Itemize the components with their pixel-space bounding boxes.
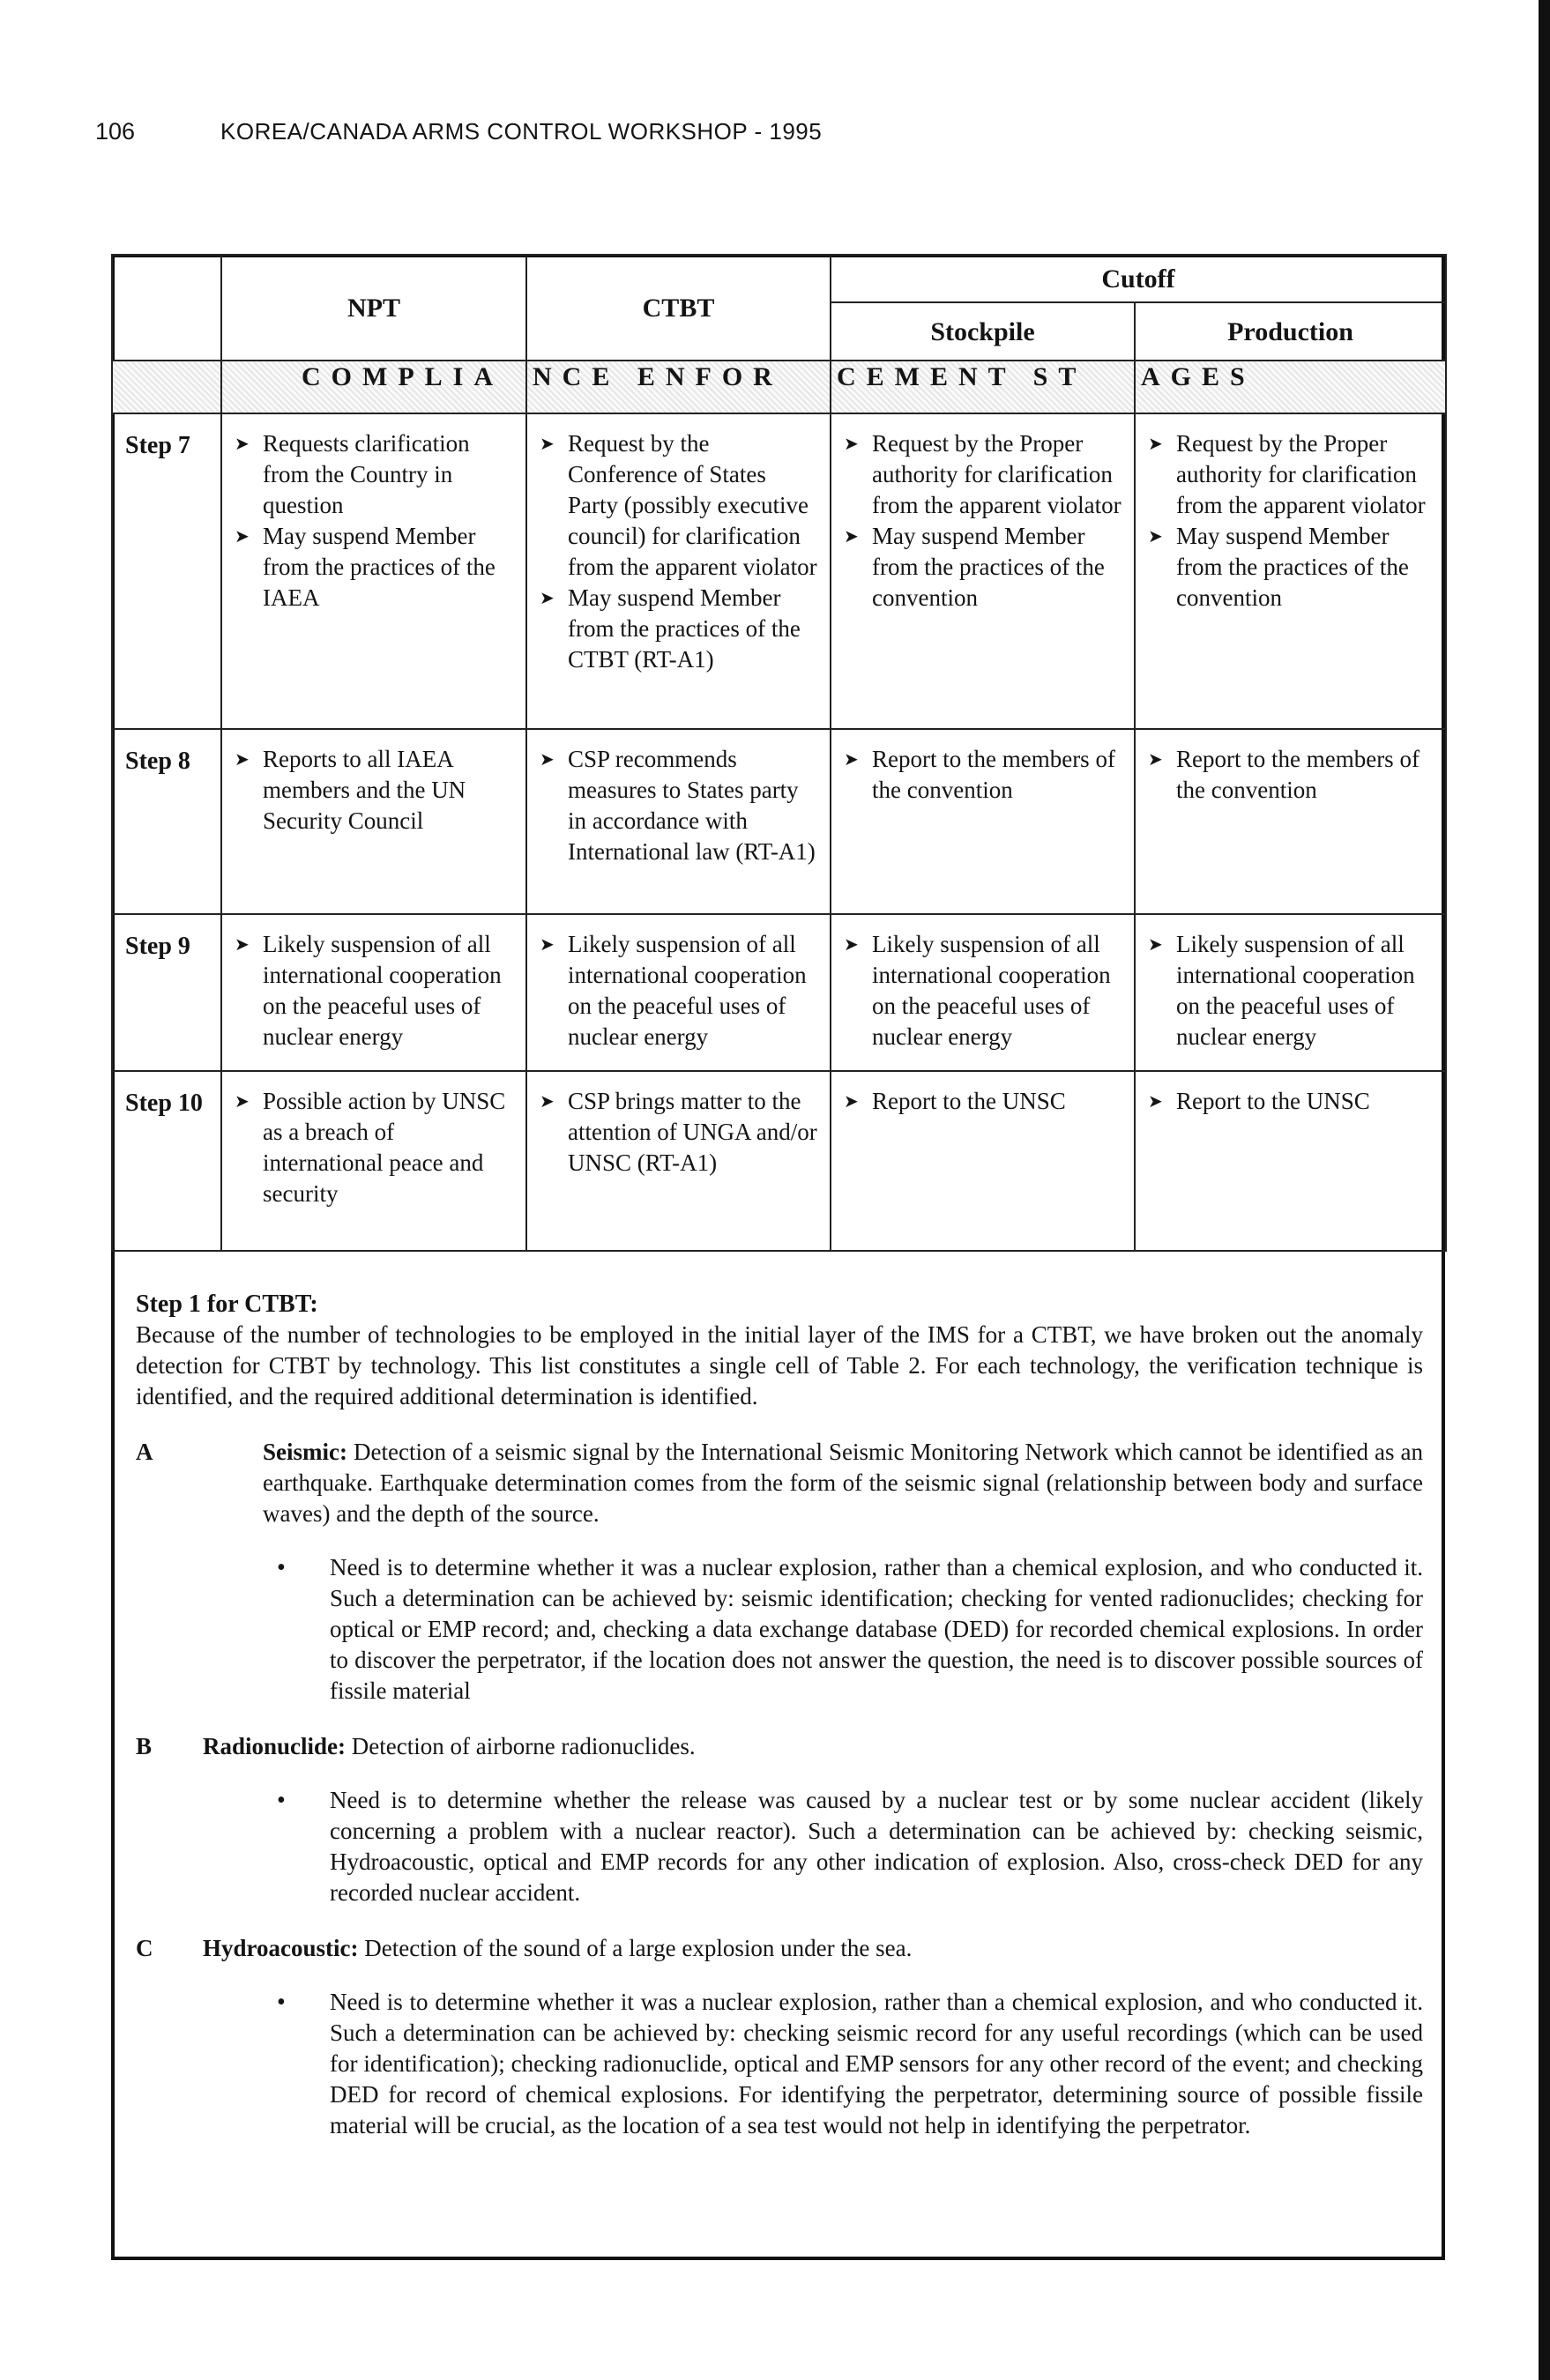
entry-term: Radionuclide: bbox=[203, 1733, 347, 1759]
column-header-stockpile: Stockpile bbox=[831, 302, 1135, 361]
entry-term: Hydroacoustic: bbox=[203, 1935, 359, 1961]
entry-bullet: Need is to determine whether it was a nuclear explosion, rather than a chemical explosion, and who conducted it. Such a determination can be achieved by: seismic identification; checking for vented radionuclides; checking for optical or EMP record; and, checking a data exchange database (DED) for recorded chemical explosions. In order to discover the perpetrator, if the location does not answer the question, the need is to discover possible sources of fissile material bbox=[330, 1554, 1423, 1704]
stages-banner-segment: NCE ENFOR bbox=[533, 362, 783, 391]
entry-letter: B bbox=[136, 1733, 153, 1759]
stages-banner-lead bbox=[112, 361, 221, 413]
list-item: ➤ Request by the Proper authority for clarification from the apparent violator bbox=[838, 428, 1125, 521]
step-label: Step 9 bbox=[112, 914, 221, 1071]
list-item: ➤ Likely suspension of all international cooperation on the peaceful uses of nuclear energy bbox=[229, 929, 517, 1052]
stages-banner-segment: CEMENT ST bbox=[837, 362, 1087, 391]
stages-banner-segment: COMPLIA bbox=[302, 362, 503, 391]
bullet-dot-icon: • bbox=[277, 1787, 286, 1814]
compliance-table bbox=[111, 254, 1447, 1252]
list-item: ➤ Likely suspension of all international cooperation on the peaceful uses of nuclear energy bbox=[838, 929, 1125, 1052]
entry-letter: A bbox=[136, 1439, 153, 1465]
list-item: ➤ Request by the Proper authority for clarification from the apparent violator bbox=[1143, 428, 1436, 521]
list-item: ➤ Report to the UNSC bbox=[1143, 1086, 1436, 1117]
bullet-dot-icon: • bbox=[277, 1554, 286, 1581]
technology-entry bbox=[136, 1933, 1423, 2141]
list-item: ➤ Likely suspension of all international cooperation on the peaceful uses of nuclear energy bbox=[534, 929, 821, 1052]
list-item: ➤ Report to the members of the convention bbox=[1143, 744, 1436, 806]
table-row bbox=[112, 914, 1446, 1071]
step-label: Step 7 bbox=[112, 413, 221, 729]
table-row bbox=[112, 729, 1446, 914]
list-item: ➤ CSP brings matter to the attention of UNGA and/or UNSC (RT-A1) bbox=[534, 1086, 821, 1179]
notes-intro: Because of the number of technologies to be employed in the initial layer of the IMS for a CTBT, we have broken out the anomaly detection for CTBT by technology. This list constitutes a single cell of Table 2. For each technology, the verification technique is identified, and the required additional determination is identified. bbox=[136, 1321, 1423, 1409]
list-item: ➤ Report to the UNSC bbox=[838, 1086, 1125, 1117]
table-row bbox=[112, 1071, 1446, 1251]
list-item: ➤ Request by the Conference of States Party (possibly executive council) for clarification from the apparent violator bbox=[534, 428, 821, 583]
list-item: ➤ Report to the members of the convention bbox=[838, 744, 1125, 806]
column-header-ctbt: CTBT bbox=[526, 255, 831, 361]
entry-bullet: Need is to determine whether the release was caused by a nuclear test or by some nuclear accident (likely concerning a problem with a nuclear reactor). Such a determination can be achieved by: checking seismic, Hydroacoustic, optical and EMP records for any other indication of explosion. Also, cross-check DED for any recorded nuclear accident. bbox=[330, 1787, 1423, 1906]
column-header-production: Production bbox=[1135, 302, 1446, 361]
list-item: ➤ May suspend Member from the practices of the convention bbox=[1143, 521, 1436, 614]
entry-letter: C bbox=[136, 1935, 153, 1961]
running-title: KOREA/CANADA ARMS CONTROL WORKSHOP - 1995 bbox=[220, 118, 823, 145]
list-item: ➤ Requests clarification from the Country in question bbox=[229, 428, 517, 521]
bullet-dot-icon: • bbox=[277, 1989, 286, 2016]
entry-definition: Detection of the sound of a large explosion under the sea. bbox=[364, 1935, 913, 1961]
ctbt-notes bbox=[136, 1289, 1423, 2141]
list-item: ➤ May suspend Member from the practices of the convention bbox=[838, 521, 1125, 614]
corner-cell bbox=[112, 255, 221, 361]
entry-bullet: Need is to determine whether it was a nuclear explosion, rather than a chemical explosion, and who conducted it. Such a determination can be achieved by: checking seismic record for any useful recordings (which can be used for identification); checking radionuclide, optical and EMP sensors for any other record of the event; and checking DED for record of chemical explosions. For identifying the perpetrator, determining source of possible fissile material will be crucial, as the location of a sea test would not help in identifying the perpetrator. bbox=[330, 1989, 1423, 2138]
list-item: ➤ May suspend Member from the practices of the CTBT (RT-A1) bbox=[534, 583, 821, 675]
technology-entry bbox=[136, 1437, 1423, 1707]
notes-heading: Step 1 for CTBT: bbox=[136, 1290, 318, 1318]
technology-entry bbox=[136, 1731, 1423, 1908]
list-item: ➤ Reports to all IAEA members and the UN Security Council bbox=[229, 744, 517, 837]
entry-definition: Detection of airborne radionuclides. bbox=[351, 1733, 696, 1759]
list-item: ➤ May suspend Member from the practices of the IAEA bbox=[229, 521, 517, 614]
step-label: Step 8 bbox=[112, 729, 221, 914]
page-edge-shadow bbox=[1539, 0, 1550, 2380]
column-header-npt: NPT bbox=[221, 255, 526, 361]
entry-definition: Detection of a seismic signal by the International Seismic Monitoring Network which cannot be identified as an earthquake. Earthquake determination comes from the form of the seismic signal (relationship between body and surface waves) and the depth of the source. bbox=[263, 1439, 1424, 1527]
stages-banner bbox=[112, 361, 1446, 413]
step-label: Step 10 bbox=[112, 1071, 221, 1251]
list-item: ➤ Possible action by UNSC as a breach of international peace and security bbox=[229, 1086, 517, 1209]
page-number: 106 bbox=[95, 118, 136, 145]
table-row bbox=[112, 413, 1446, 729]
list-item: ➤ Likely suspension of all international cooperation on the peaceful uses of nuclear energy bbox=[1143, 929, 1436, 1052]
column-header-cutoff: Cutoff bbox=[831, 255, 1446, 302]
entry-term: Seismic: bbox=[263, 1439, 347, 1465]
list-item: ➤ CSP recommends measures to States party in accordance with International law (RT-A1) bbox=[534, 744, 821, 867]
stages-banner-segment: AGES bbox=[1141, 362, 1256, 391]
